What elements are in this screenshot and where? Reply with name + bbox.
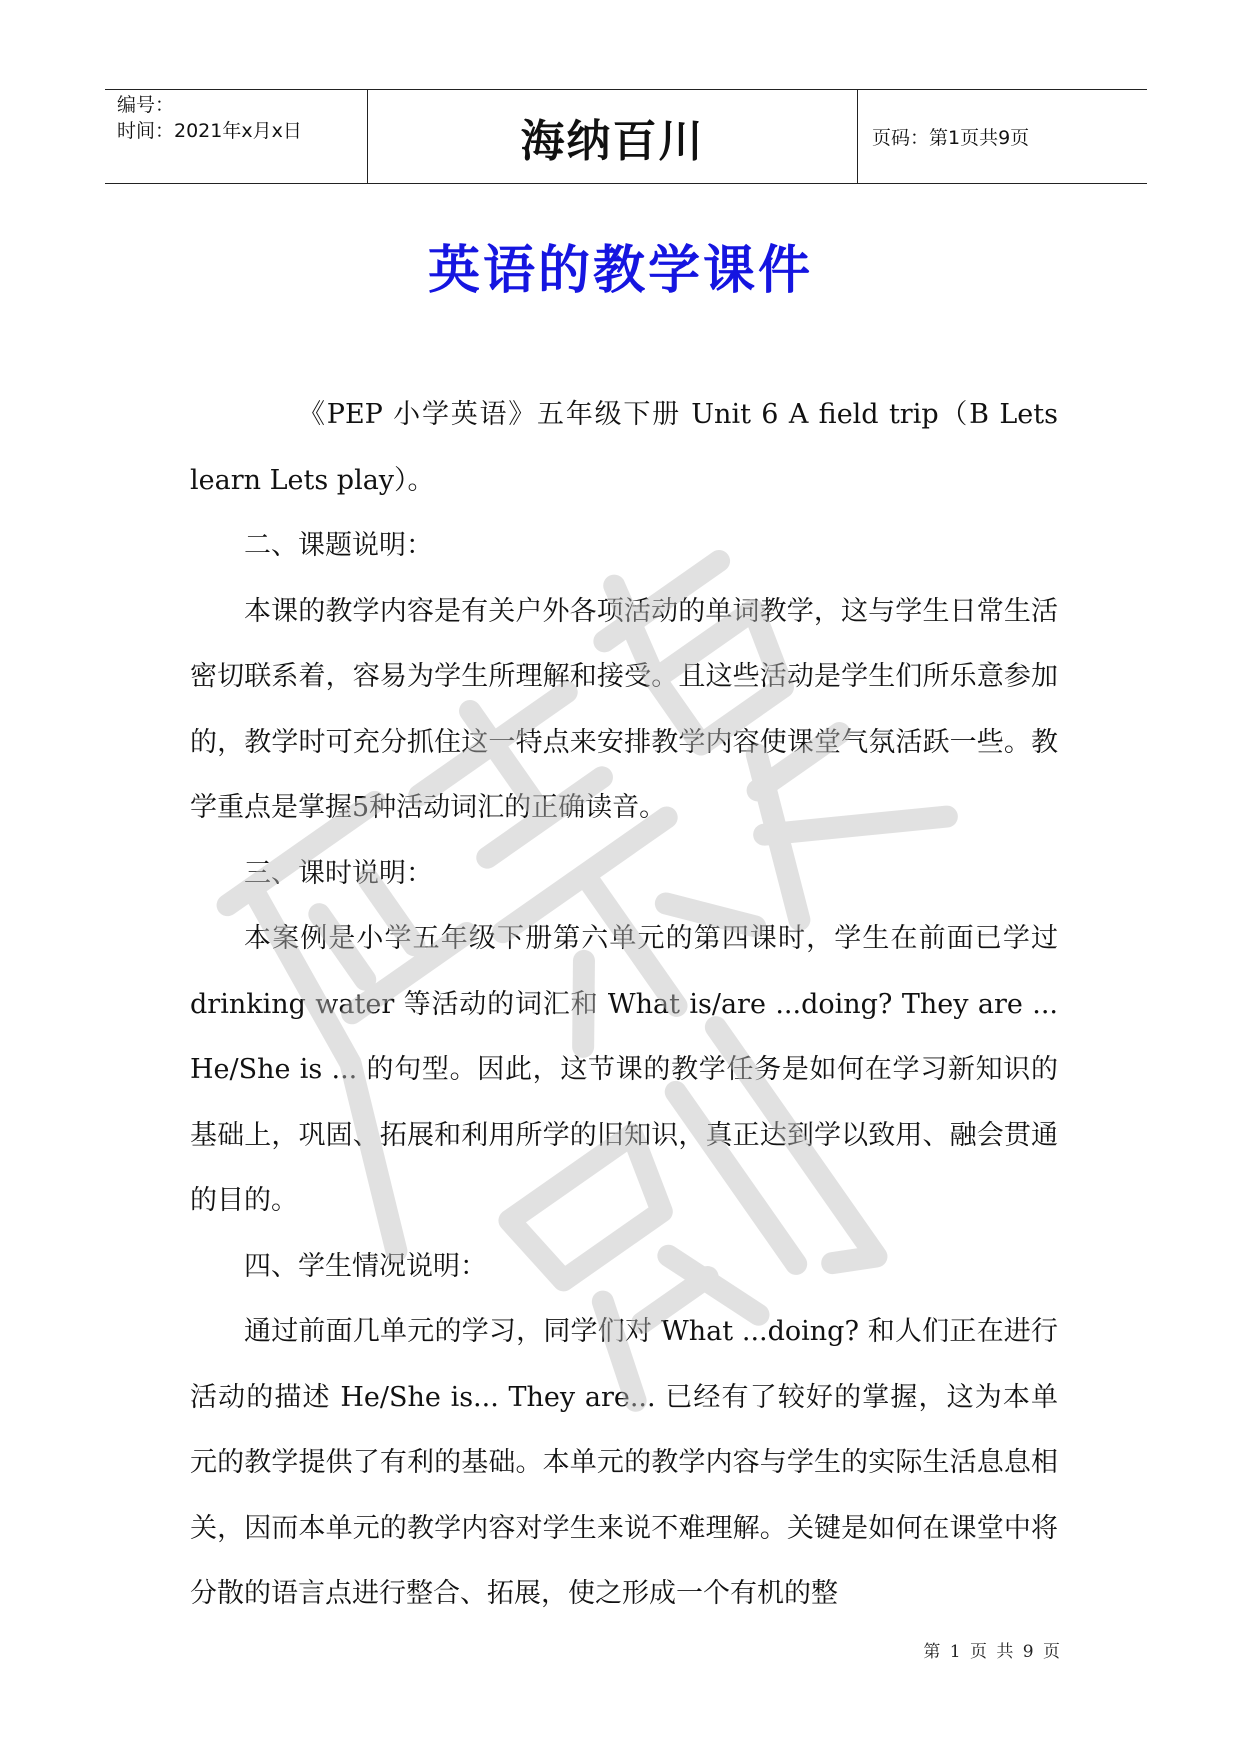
document-body [190,382,1058,1627]
document-title: 英语的教学课件 [427,241,813,301]
page-label: 页码：第1页共9页 [872,127,1030,149]
brand-title: 海纳百川 [368,90,858,183]
heading-topic: 二、课题说明： [244,530,433,561]
header-meta [105,90,368,183]
document-header [105,89,1147,184]
page-footer: 第 1 页 共 9 页 [923,1642,1060,1662]
time-label: 时间：2021年x月x日 [117,120,302,142]
heading-lesson-time: 三、课时说明： [244,857,433,889]
paragraph-intro: 《PEP 小学英语》五年级下册 Unit 6 A field trip（B Lets learn Lets play）。 [190,399,1058,496]
paragraph-topic: 本课的教学内容是有关户外各项活动的单词教学，这与学生日常生活密切联系着，容易为学生所理解和接受。且这些活动是学生们所乐意参加的，教学时可充分抓住这一特点来安排教学内容使课堂气氛活跃一些。教学重点是掌握5种活动词汇的正确读音。 [190,595,1058,823]
number-label: 编号： [117,94,175,116]
heading-students: 四、学生情况说明： [244,1250,487,1282]
paragraph-students: 通过前面几单元的学习，同学们对 What ...doing? 和人们正在进行活动的描述 He/She is... They are... 已经有了较好的掌握，这为本单元的教学提供了有利的基础。本单元的教学内容与学生的实际生活息息相关，因而本单元的教学内容对学生来说不难理解。关键是如何在课堂中将分散的语言点进行整合、拓展，使之形成一个有机的整 [190,1316,1058,1609]
paragraph-lesson-time: 本案例是小学五年级下册第六单元的第四课时，学生在前面已学过 drinking water 等活动的词汇和 What is/are ...doing? They are ... He/She is ... 的句型。因此，这节课的教学任务是如何在学习新知识的基础上，巩固、拓展和利用所学的旧知识，真正达到学以致用、融会贯通的目的。 [190,923,1058,1216]
